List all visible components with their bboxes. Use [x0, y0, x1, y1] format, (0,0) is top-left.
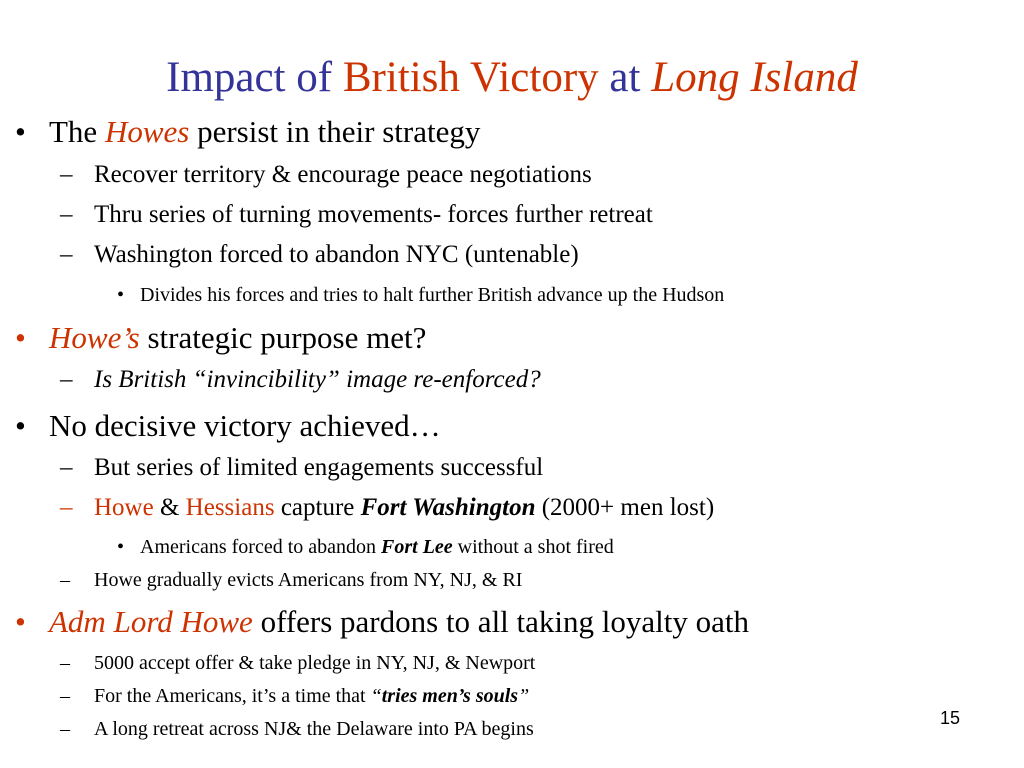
slide-title — [0, 52, 1024, 104]
bullet-text: No decisive victory achieved… — [49, 408, 441, 443]
dash-marker: – — [60, 685, 70, 707]
quote-mark: ” — [518, 685, 530, 707]
bullet-marker: • — [15, 114, 26, 149]
sub-sub-bullet-text: without a shot fired — [452, 536, 614, 558]
sub-bullet-accept-offer — [60, 652, 536, 675]
sub-bullet-recover-territory — [60, 161, 592, 189]
dash-marker: – — [60, 494, 73, 521]
bullet-marker: • — [15, 408, 26, 443]
sub-bullet-text: But series of limited engagements successful — [94, 454, 544, 481]
bullet-highlight: Howe’s — [49, 320, 140, 355]
sub-bullet-long-retreat — [60, 718, 534, 741]
page-number: 15 — [939, 708, 960, 728]
sub-bullet-evicts-americans — [60, 569, 523, 592]
sub-bullet-text: (2000+ men lost) — [535, 494, 715, 521]
title-part-2: British Victory — [342, 54, 599, 101]
sub-bullet-limited-engagements — [60, 454, 544, 482]
sub-bullet-text: A long retreat across NJ& the Delaware into PA begins — [94, 718, 534, 740]
sub-bullet-text: capture — [274, 494, 361, 521]
sub-bullet-text: Howe gradually evicts Americans from NY, NJ, & RI — [94, 569, 523, 591]
dash-marker: – — [60, 718, 70, 740]
sub-bullet-text: Is British “invincibility” image re-enforced? — [94, 366, 541, 393]
bullet-marker: • — [15, 604, 26, 639]
dash-marker: – — [60, 161, 73, 188]
dash-marker: – — [60, 569, 70, 591]
sub-sub-bullet-divides-forces — [117, 284, 725, 307]
title-part-1: Impact of — [166, 54, 343, 101]
sub-bullet-highlight: Hessians — [185, 494, 275, 521]
sub-bullet-text: Thru series of turning movements- forces further retreat — [94, 201, 653, 228]
sub-sub-bullet-fort-lee — [117, 536, 614, 559]
bullet-text: persist in their strategy — [189, 114, 481, 149]
bullet-text: The — [49, 114, 105, 149]
bullet-strategic-purpose — [15, 320, 427, 356]
dash-marker: – — [60, 366, 73, 393]
sub-bullet-turning-movements — [60, 201, 653, 229]
sub-bullet-highlight: Howe — [94, 494, 154, 521]
sub-bullet-emphasis: Fort Washington — [360, 494, 536, 521]
sub-bullet-invincibility — [60, 366, 541, 394]
title-part-3: at — [598, 54, 652, 101]
sub-bullet-text: Washington forced to abandon NYC (untenable) — [94, 241, 579, 268]
bullet-howes-strategy — [15, 114, 481, 150]
sub-sub-bullet-emphasis: Fort Lee — [381, 536, 453, 558]
sub-bullet-tries-souls — [60, 685, 530, 708]
bullet-marker: • — [15, 320, 26, 355]
sub-bullet-text: 5000 accept offer & take pledge in NY, NJ, & Newport — [94, 652, 536, 674]
bullet-highlight: Howes — [104, 114, 190, 149]
sub-sub-bullet-text: Divides his forces and tries to halt further British advance up the Hudson — [140, 284, 725, 306]
sub-bullet-abandon-nyc — [60, 241, 579, 269]
bullet-highlight: Adm Lord Howe — [49, 604, 253, 639]
sub-bullet-text: & — [153, 494, 186, 521]
bullet-marker: • — [117, 284, 125, 306]
bullet-pardons — [15, 604, 749, 640]
sub-bullet-emphasis: tries men’s souls — [381, 685, 519, 707]
dash-marker: – — [60, 652, 70, 674]
bullet-no-decisive-victory — [15, 408, 441, 444]
dash-marker: – — [60, 454, 73, 481]
bullet-marker: • — [117, 536, 125, 558]
bullet-text: offers pardons to all taking loyalty oath — [252, 604, 749, 639]
quote-mark: “ — [370, 685, 382, 707]
bullet-text: strategic purpose met? — [139, 320, 427, 355]
dash-marker: – — [60, 241, 73, 268]
sub-bullet-fort-washington — [60, 494, 715, 522]
dash-marker: – — [60, 201, 73, 228]
sub-sub-bullet-text: Americans forced to abandon — [140, 536, 382, 558]
sub-bullet-text: Recover territory & encourage peace negotiations — [94, 161, 592, 188]
title-part-4: Long Island — [651, 54, 858, 101]
sub-bullet-text: For the Americans, it’s a time that — [94, 685, 371, 707]
